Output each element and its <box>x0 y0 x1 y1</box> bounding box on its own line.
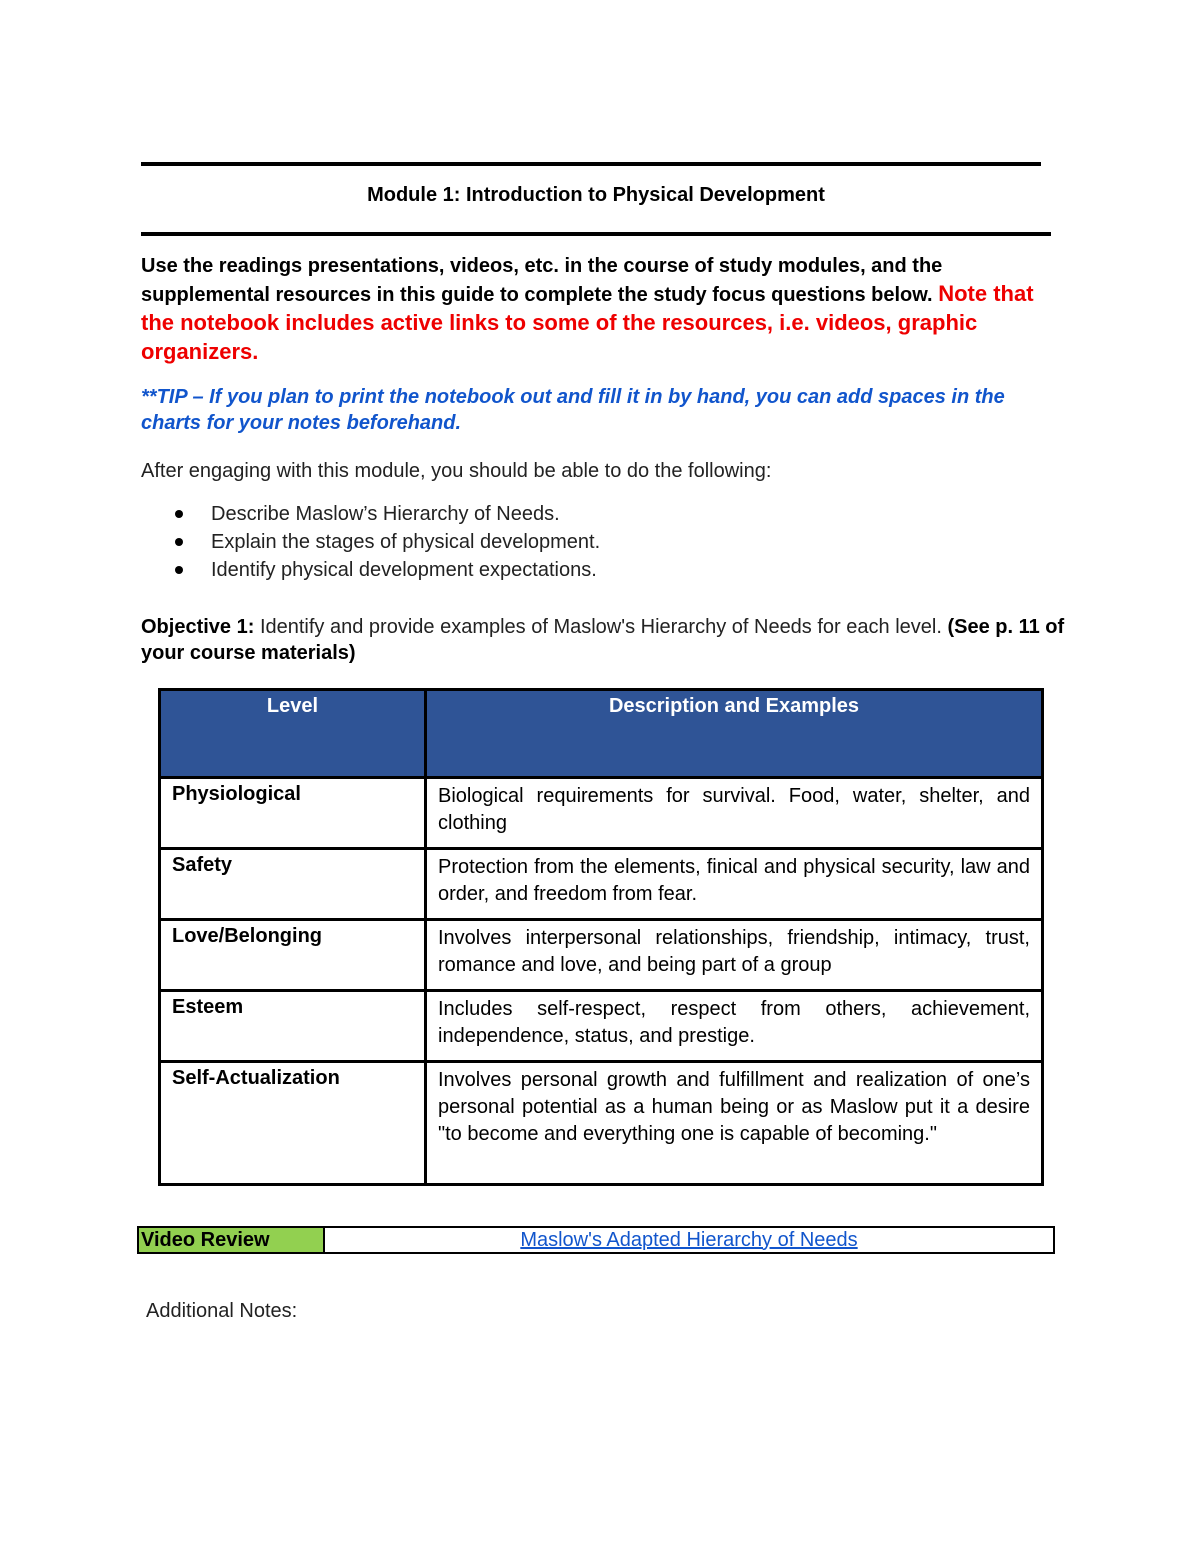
objective-text: Identify and provide examples of Maslow's Hierarchy of Needs for each level. <box>259 616 942 638</box>
table-row <box>160 849 1043 920</box>
top-rule <box>141 162 1041 166</box>
video-review-label: Video Review <box>138 1227 324 1253</box>
bullet-icon <box>175 538 183 546</box>
list-item <box>141 528 600 556</box>
header-description: Description and Examples <box>426 690 1043 778</box>
video-review-row <box>138 1227 1054 1253</box>
level-cell: Love/Belonging <box>160 920 426 991</box>
header-level: Level <box>160 690 426 778</box>
table-row <box>160 1062 1043 1185</box>
video-link-cell <box>324 1227 1054 1253</box>
bullet-icon <box>175 510 183 518</box>
intro-paragraph <box>141 253 1061 367</box>
table-row <box>160 991 1043 1062</box>
description-cell: Involves interpersonal relationships, friendship, intimacy, trust, romance and love, and being part of a group <box>426 920 1043 991</box>
description-cell: Involves personal growth and fulfillment and realization of one’s personal potential as a human being or as Maslow put it a desire "to become and everything one is capable of becoming." <box>426 1062 1043 1185</box>
video-review-table <box>137 1226 1055 1254</box>
bottom-rule <box>141 232 1051 236</box>
needs-table <box>158 688 1044 1186</box>
outcomes-lead: After engaging with this module, you should be able to do the following: <box>141 460 772 482</box>
intro-bold-text: Use the readings presentations, videos, etc. in the course of study modules, and the supplemental resources in this guide to complete the study focus questions below. <box>141 255 943 306</box>
description-cell: Includes self-respect, respect from others, achievement, independence, status, and prestige. <box>426 991 1043 1062</box>
list-item <box>141 500 600 528</box>
additional-notes-label: Additional Notes: <box>146 1300 298 1322</box>
table-row <box>160 778 1043 849</box>
table-header-row <box>160 690 1043 778</box>
table-row <box>160 920 1043 991</box>
objective-reference: (See p. 11 of your course materials) <box>141 616 1065 664</box>
objective-label: Objective 1: <box>141 616 255 638</box>
outcome-text: Describe Maslow’s Hierarchy of Needs. <box>211 503 560 525</box>
outcome-text: Explain the stages of physical development. <box>211 531 601 553</box>
outcomes-list <box>141 500 600 584</box>
intro-red-note: Note that the notebook includes active links to some of the resources, i.e. videos, graphic organizers. <box>141 281 1034 364</box>
objective-paragraph <box>141 614 1066 666</box>
level-cell: Safety <box>160 849 426 920</box>
video-link[interactable]: Maslow's Adapted Hierarchy of Needs <box>520 1228 858 1251</box>
list-item <box>141 556 600 584</box>
outcome-text: Identify physical development expectations. <box>211 559 597 581</box>
description-cell: Protection from the elements, finical and physical security, law and order, and freedom from fear. <box>426 849 1043 920</box>
level-cell: Self-Actualization <box>160 1062 426 1185</box>
bullet-icon <box>175 566 183 574</box>
tip-paragraph: **TIP – If you plan to print the notebook out and fill it in by hand, you can add spaces in the charts for your notes beforehand. <box>141 386 1005 434</box>
level-cell: Physiological <box>160 778 426 849</box>
description-cell: Biological requirements for survival. Food, water, shelter, and clothing <box>426 778 1043 849</box>
page-title: Module 1: Introduction to Physical Development <box>367 184 825 206</box>
level-cell: Esteem <box>160 991 426 1062</box>
